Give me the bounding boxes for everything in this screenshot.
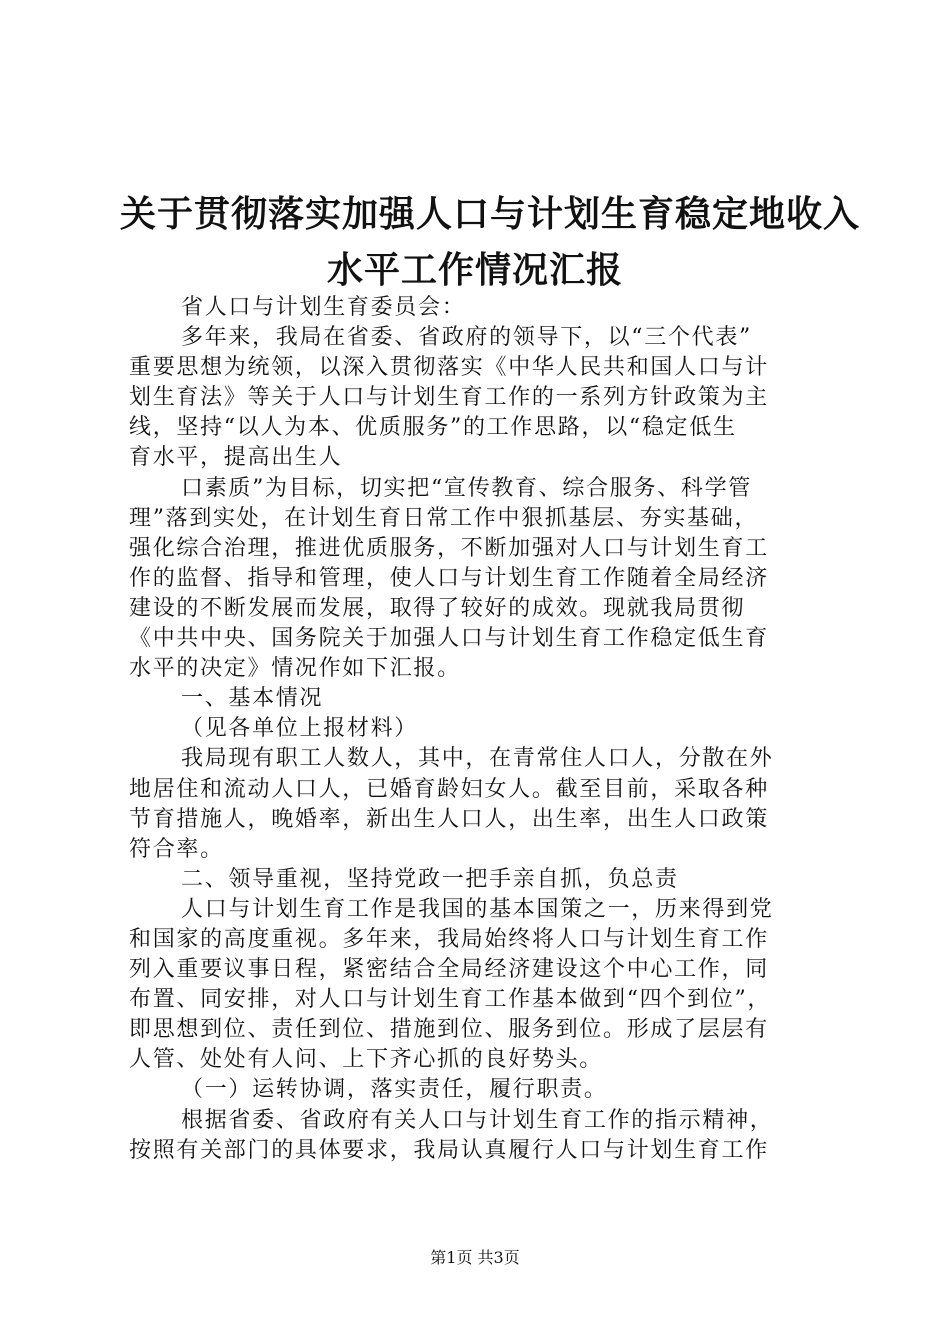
body-text-line: 育水平，提高出生人	[129, 445, 343, 471]
body-text-line: 根据省委、省政府有关人口与计划生育工作的指示精神，	[181, 1107, 774, 1133]
body-text-line: 线，坚持“以人为本、优质服务”的工作思路，以“稳定低生	[129, 415, 737, 441]
page-footer: 第1页 共3页	[430, 1248, 520, 1267]
body-text-line: 《中共中央、国务院关于加强人口与计划生育工作稳定低生育	[129, 626, 769, 652]
body-text-line: 一、基本情况	[181, 686, 324, 712]
body-text-line: 列入重要议事日程，紧密结合全局经济建设这个中心工作，同	[129, 957, 769, 983]
document-title-line-2: 水平工作情况汇报	[326, 250, 623, 291]
body-text-line: 重要思想为统领，以深入贯彻落实《中华人民共和国人口与计	[129, 355, 769, 381]
body-text-line: 和国家的高度重视。多年来，我局始终将人口与计划生育工作	[129, 926, 769, 952]
body-text-line: 地居住和流动人口人，已婚育龄妇女人。截至目前，采取各种	[129, 776, 769, 802]
body-text-line: 节育措施人，晚婚率，新出生人口人，出生率，出生人口政策	[129, 806, 769, 832]
body-text-line: 强化综合治理，推进优质服务，不断加强对人口与计划生育工	[129, 535, 769, 561]
body-text-line: 多年来，我局在省委、省政府的领导下，以“三个代表”	[181, 325, 752, 351]
body-text-line: 人口与计划生育工作是我国的基本国策之一，历来得到党	[181, 896, 774, 922]
body-text-line: （一）运转协调，落实责任，履行职责。	[181, 1077, 608, 1103]
body-text-line: 我局现有职工人数人，其中，在青常住人口人，分散在外	[181, 746, 774, 772]
body-text-line: 划生育法》等关于人口与计划生育工作的一系列方针政策为主	[129, 385, 769, 411]
body-text-line: 二、领导重视，坚持党政一把手亲自抓，负总责	[181, 866, 679, 892]
body-text-line: 按照有关部门的具体要求，我局认真履行人口与计划生育工作	[129, 1137, 769, 1163]
body-text-line: 布置、同安排，对人口与计划生育工作基本做到“四个到位”，	[129, 987, 772, 1013]
document-title-line-1: 关于贯彻落实加强人口与计划生育稳定地收入	[120, 194, 861, 235]
document-body	[129, 293, 829, 1166]
body-text-line: 口素质”为目标，切实把“宣传教育、综合服务、科学管	[181, 475, 752, 501]
body-text-line: （见各单位上报材料）	[181, 716, 419, 742]
body-text-line: 符合率。	[129, 836, 224, 862]
body-text-line: 即思想到位、责任到位、措施到位、服务到位。形成了层层有	[129, 1017, 769, 1043]
body-text-line: 建设的不断发展而发展，取得了较好的成效。现就我局贯彻	[129, 595, 746, 621]
body-text-line: 人管、处处有人问、上下齐心抓的良好势头。	[129, 1047, 604, 1073]
body-text-line: 水平的决定》情况作如下汇报。	[129, 656, 461, 682]
body-text-line: 理”落到实处，在计划生育日常工作中狠抓基层、夯实基础，	[129, 505, 759, 531]
body-text-line: 作的监督、指导和管理，使人口与计划生育工作随着全局经济	[129, 565, 769, 591]
body-text-line: 省人口与计划生育委员会：	[181, 295, 466, 320]
